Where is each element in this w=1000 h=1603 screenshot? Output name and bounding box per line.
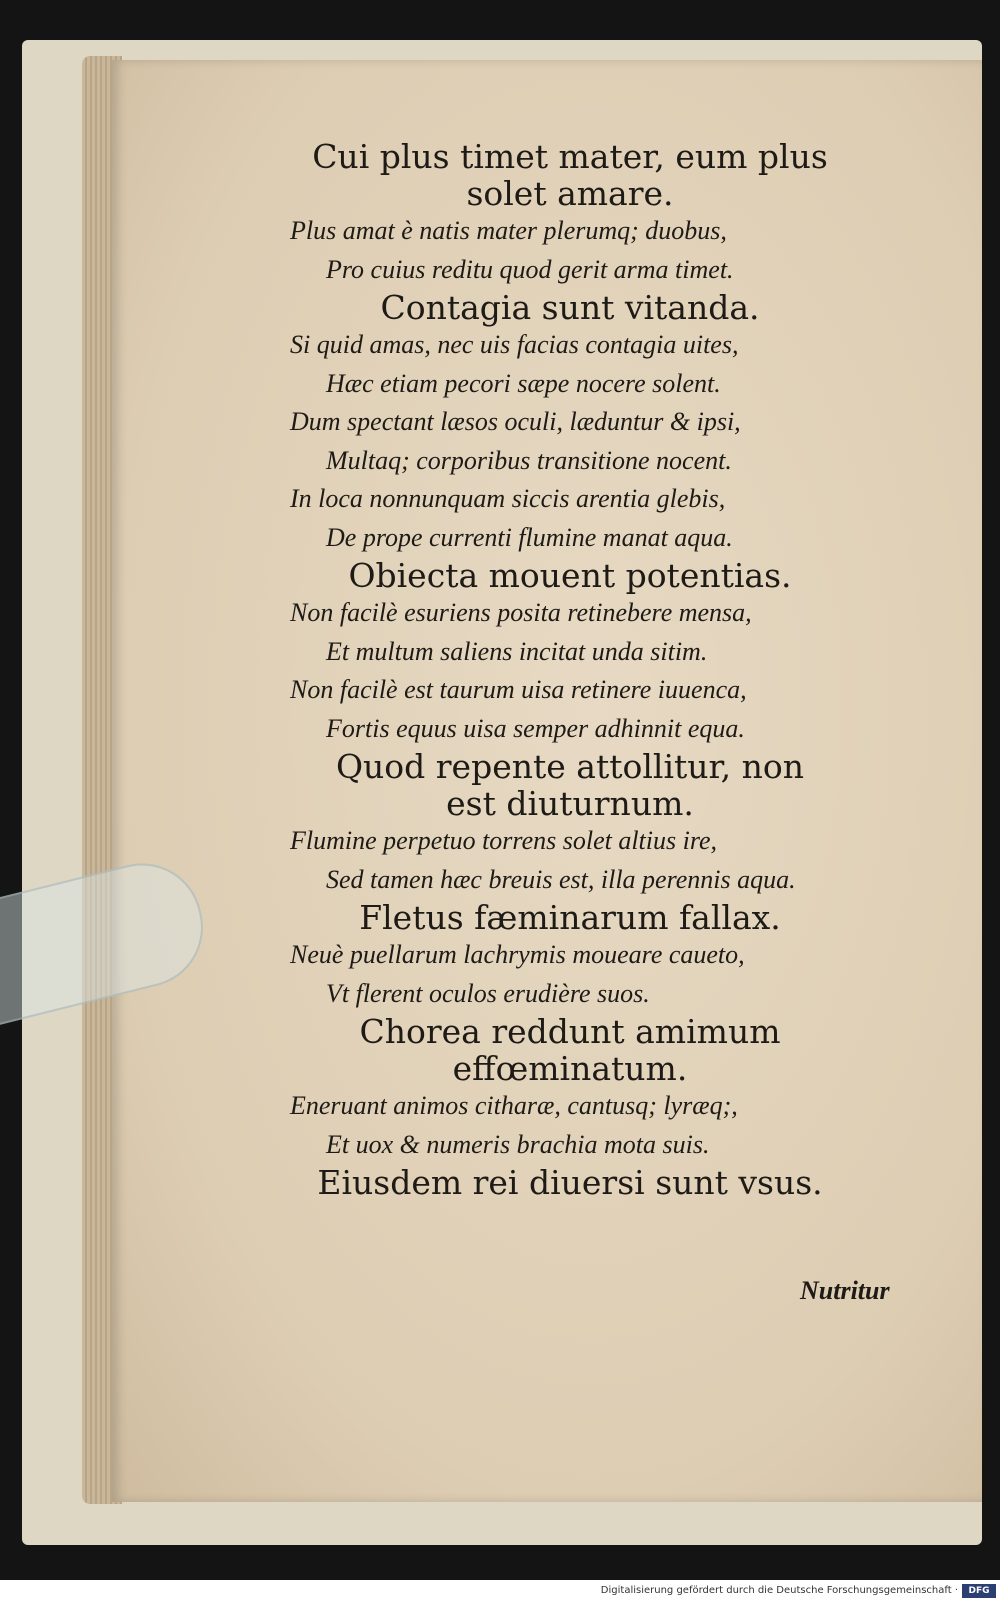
footer-credit: Digitalisierung gefördert durch die Deutsche Forschungsgemeinschaft · <box>600 1585 958 1596</box>
verse-line: Si quid amas, nec uis facias contagia uites, <box>290 330 739 359</box>
dfg-logo: DFG <box>962 1584 996 1598</box>
verse-line: Vt flerent oculos erudière suos. <box>326 978 650 1008</box>
verse-line: Sed tamen hæc breuis est, illa perennis aqua. <box>326 864 796 894</box>
verse-line: Neuè puellarum lachrymis moueare caueto, <box>290 940 745 969</box>
section-heading: Obiecta mouent potentias. <box>348 556 792 595</box>
section-heading: Chorea reddunt amimum <box>359 1012 781 1051</box>
verse-line: Pro cuius reditu quod gerit arma timet. <box>326 254 734 284</box>
verse-line: Et uox & numeris brachia mota suis. <box>326 1129 710 1159</box>
section-heading: est diuturnum. <box>446 784 694 823</box>
verse-line: Hæc etiam pecori sæpe nocere solent. <box>326 368 721 398</box>
verse-line: De prope currenti flumine manat aqua. <box>326 522 733 552</box>
verse-line: In loca nonnunquam siccis arentia glebis, <box>290 484 726 513</box>
verse-line: Non facilè est taurum uisa retinere iuuenca, <box>290 675 747 704</box>
section-heading: Eiusdem rei diuersi sunt vsus. <box>317 1163 823 1202</box>
section-heading: Cui plus timet mater, eum plus <box>312 137 828 176</box>
verse-line: Fortis equus uisa semper adhinnit equa. <box>326 713 745 743</box>
footer-bar <box>0 1580 1000 1603</box>
verse-line: Plus amat è natis mater plerumq; duobus, <box>290 216 727 245</box>
catchword: Nutritur <box>800 1276 890 1305</box>
section-heading: Contagia sunt vitanda. <box>380 288 760 327</box>
verse-line: Multaq; corporibus transitione nocent. <box>326 445 732 475</box>
section-heading: Fletus fæminarum fallax. <box>359 898 781 937</box>
section-heading: effœminatum. <box>452 1049 688 1088</box>
verse-line: Eneruant animos citharæ, cantusq; lyræq;, <box>290 1091 738 1120</box>
verse-line: Dum spectant læsos oculi, læduntur & ipsi, <box>290 407 741 436</box>
verse-line: Flumine perpetuo torrens solet altius ire, <box>290 826 718 855</box>
section-heading: solet amare. <box>466 174 674 213</box>
page-text <box>290 138 890 1201</box>
section-heading: Quod repente attollitur, non <box>335 747 805 786</box>
verse-line: Non facilè esuriens posita retinebere mensa, <box>290 598 752 627</box>
verse-line: Et multum saliens incitat unda sitim. <box>326 636 708 666</box>
